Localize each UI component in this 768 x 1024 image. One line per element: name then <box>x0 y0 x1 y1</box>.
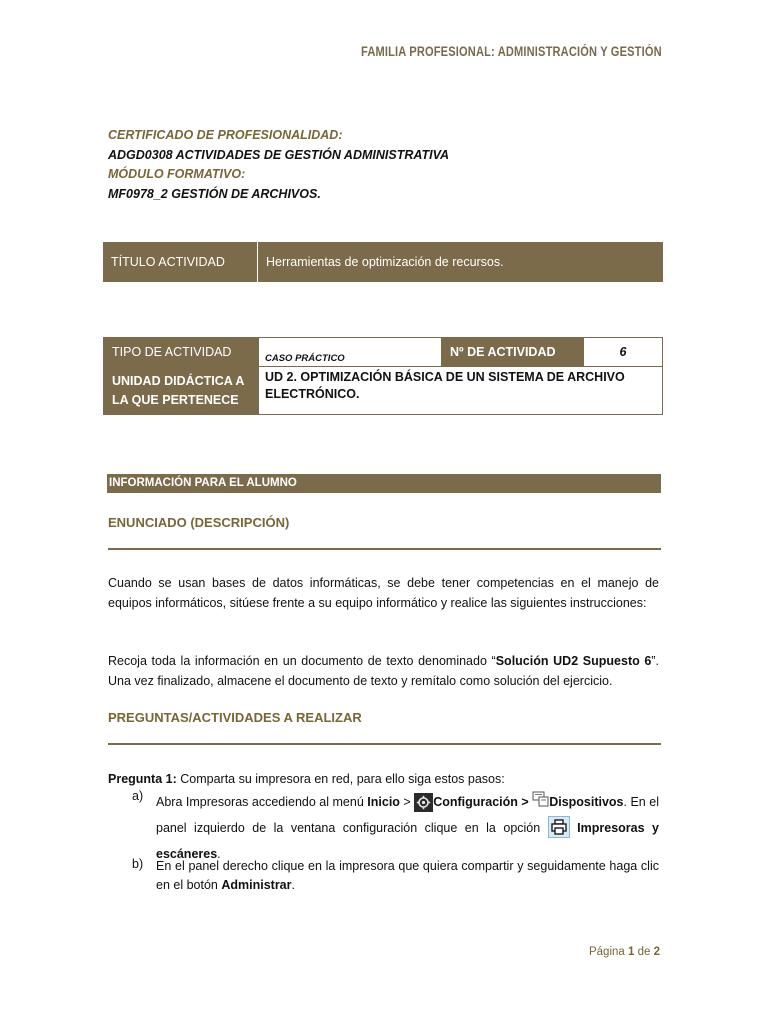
module-label: MÓDULO FORMATIVO: <box>108 167 246 181</box>
activity-title-label: TÍTULO ACTIVIDAD <box>103 242 258 282</box>
total-pages: 2 <box>653 946 660 958</box>
certificate-block <box>108 126 449 204</box>
activity-info-table <box>103 337 663 415</box>
question-1-label: Pregunta 1: <box>108 772 177 786</box>
didactic-unit-label-line2: LA QUE PERTENECE <box>112 392 239 407</box>
statement-rule <box>108 548 661 550</box>
question-1 <box>108 770 505 789</box>
statement-heading: ENUNCIADO (DESCRIPCIÓN) <box>108 515 290 530</box>
student-info-bar: INFORMACIÓN PARA EL ALUMNO <box>107 474 661 493</box>
step-b: b) En el panel derecho clique en la impresora que quiera compartir y seguidamente haga clic en el botón Administrar. <box>132 857 659 892</box>
activity-type-label: TIPO DE ACTIVIDAD <box>104 338 259 367</box>
module-value: MF0978_2 GESTIÓN DE ARCHIVOS. <box>108 186 321 201</box>
questions-heading: PREGUNTAS/ACTIVIDADES A REALIZAR <box>108 710 362 725</box>
step-a-marker: a) <box>132 789 144 803</box>
activity-number-value: 6 <box>584 338 663 367</box>
statement-paragraph-1: Cuando se usan bases de datos informáticas, se debe tener competencias en el manejo de equipos informáticos, sitúese frente a su equipo informático y realice las siguientes instrucciones: <box>108 576 659 610</box>
activity-type-value: CASO PRÁCTICO <box>265 353 345 364</box>
page-footer: Página 1 de 2 <box>588 946 660 958</box>
certificate-label: CERTIFICADO DE PROFESIONALIDAD: <box>108 128 343 142</box>
step-b-marker: b) <box>132 857 144 871</box>
current-page: 1 <box>628 946 635 958</box>
step-a: a) Abra Impresoras accediendo al menú Inicio > Configuración > Dispositivos. En el panel izquierdo de la ventana configuración clique en la opción Impresoras y escáneres. <box>132 789 659 861</box>
didactic-unit-label-line1: UNIDAD DIDÁCTICA A <box>112 373 245 388</box>
devices-icon <box>532 791 549 808</box>
question-1-text: Comparta su impresora en red, para ello siga estos pasos: <box>176 772 505 786</box>
activity-number-label: Nº DE ACTIVIDAD <box>442 338 584 367</box>
certificate-value: ADGD0308 ACTIVIDADES DE GESTIÓN ADMINISTRATIVA <box>108 147 450 162</box>
didactic-unit-label <box>104 367 259 415</box>
printer-icon <box>548 816 570 838</box>
activity-title-table <box>103 242 663 282</box>
gear-icon <box>414 793 433 812</box>
questions-rule <box>108 743 661 745</box>
didactic-unit-value: UD 2. OPTIMIZACIÓN BÁSICA DE UN SISTEMA DE ARCHIVO ELECTRÓNICO. <box>265 370 625 401</box>
solution-filename: Solución UD2 Supuesto 6 <box>495 654 652 668</box>
activity-title-value: Herramientas de optimización de recursos. <box>266 255 504 269</box>
page-header: FAMILIA PROFESIONAL: ADMINISTRACIÓN Y GESTIÓN <box>361 44 662 59</box>
statement-paragraph-2: Recoja toda la información en un documento de texto denominado “Solución UD2 Supuesto 6”. Una vez finalizado, almacene el documento de texto y remítalo como solución del ejercicio. <box>108 654 659 688</box>
